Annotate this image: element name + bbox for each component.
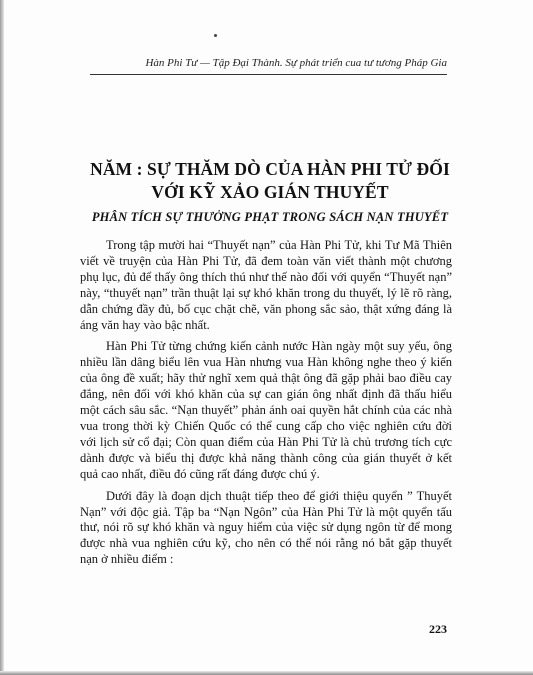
paragraph-3: Dưới đây là đoạn dịch thuật tiếp theo để giới thiệu quyển ” Thuyết Nạn” với độc giả. Tập ba “Nạn Ngôn” của Hàn Phi Tử là một quyển tấu thư, nói rõ sự khó khăn và nguy hiểm của việc sử dụng ngôn từ để mong được nhà vua nghiên cứu kỹ, cho nên có thể nói rằng nó bắt gặp thuyết nạn ở nhiều điểm : — [80, 488, 452, 567]
body-text — [80, 238, 452, 574]
chapter-subtitle: PHÂN TÍCH SỰ THƯỞNG PHẠT TRONG SÁCH NẠN THUYẾT — [91, 210, 449, 224]
scan-shadow-bottom — [0, 671, 533, 675]
scan-speck — [214, 34, 217, 37]
paragraph-1: Trong tập mười hai “Thuyết nạn” của Hàn Phi Tử, khi Tư Mã Thiên viết về truyện của Hàn Phi Tử, đã đem toàn văn viết thành một chương phụ lục, đủ để thấy ông thích thú như thế nào đối với quyển “Thuyết nạn” này, “thuyết nạn” trần thuật lại sự khó khăn trong du thuyết, lý lẽ rõ ràng, dẫn chứng đầy đủ, bố cục chặt chẽ, văn phong sắc sảo, thật xứng đáng là áng văn hay vào bậc nhất. — [80, 238, 452, 332]
chapter-title — [55, 158, 485, 204]
header-rule — [90, 74, 447, 75]
paragraph-2: Hàn Phi Tử từng chứng kiến cảnh nước Hàn ngày một suy yếu, ông nhiều lần dâng biểu lên vua Hàn nhưng vua Hàn không nghe theo ý kiến của ông đề xuất; hãy thử nghĩ xem quả thật ông đã gặp phải bao điều cay đắng, nên đối với khó khăn của sự can gián ông nhất định đã thấu hiểu một cách sâu sắc. “Nạn thuyết” phản ánh oai quyền hắt chính của các nhà vua trong thời kỳ Chiến Quốc có thể cung cấp cho việc nghiên cứu đời với lịch sử cổ đại; Còn quan điểm của Hàn Phi Tử là chủ trương tích cực dành được và biểu thị được khả năng thành công của gián thuyết ở kết quả cao nhất, điều đó cũng rất đáng được chú ý. — [80, 339, 452, 481]
scan-shadow-left — [0, 0, 4, 675]
chapter-title-line-2: VỚI KỸ XẢO GIÁN THUYẾT — [151, 182, 389, 202]
page-number: 223 — [429, 622, 447, 636]
running-header: Hàn Phi Tư — Tập Đại Thành. Sự phát triển cua tư tương Pháp Gia — [145, 57, 447, 69]
chapter-title-line-1: NĂM : SỰ THĂM DÒ CỦA HÀN PHI TỬ ĐỐI — [90, 159, 450, 179]
